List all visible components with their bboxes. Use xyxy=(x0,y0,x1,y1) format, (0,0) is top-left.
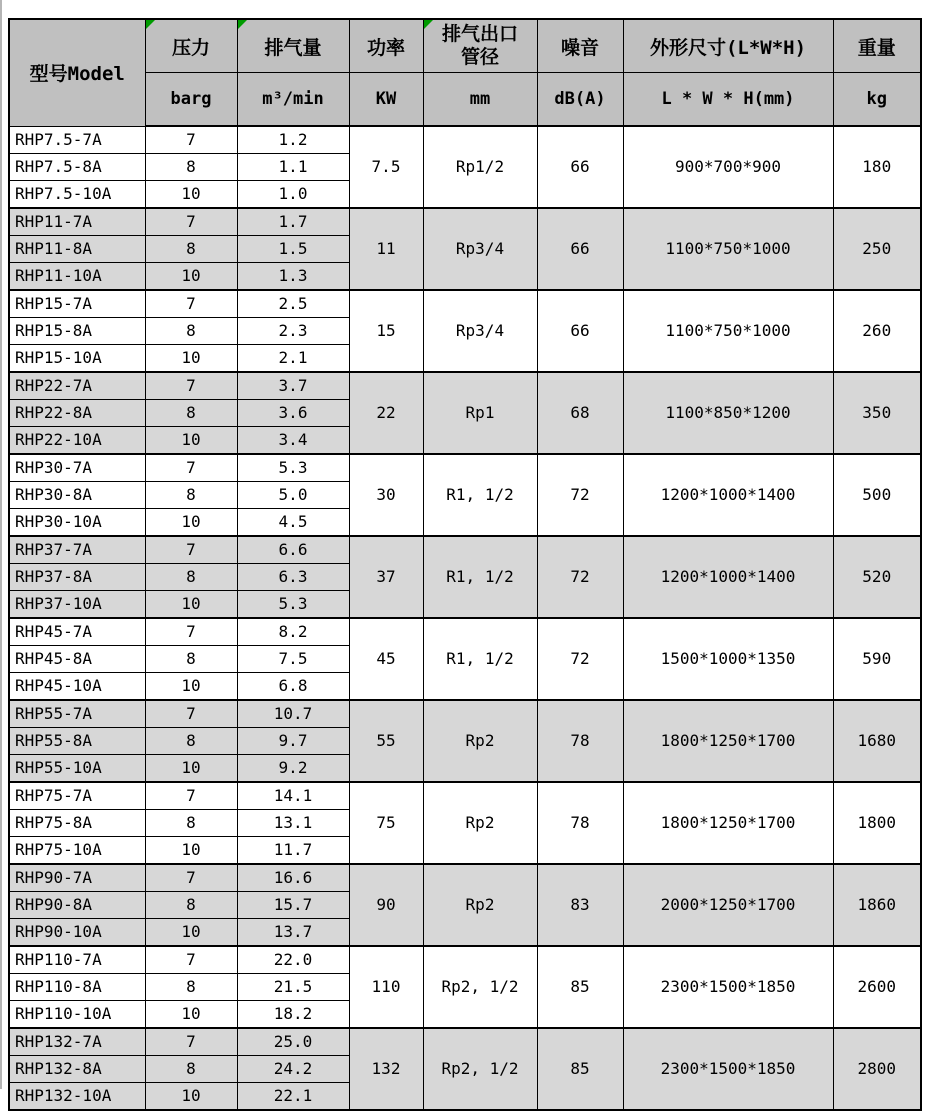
model-cell: RHP110-8A xyxy=(9,974,145,1001)
pressure-cell: 7 xyxy=(145,208,237,236)
unit-displacement: m³/min xyxy=(237,73,349,127)
model-cell: RHP90-10A xyxy=(9,919,145,947)
pipe-diameter-cell: Rp3/4 xyxy=(423,208,537,290)
noise-cell: 85 xyxy=(537,946,623,1028)
model-cell: RHP45-7A xyxy=(9,618,145,646)
outlet-label-line1: 排气出口 xyxy=(441,23,518,46)
noise-cell: 72 xyxy=(537,454,623,536)
pressure-cell: 8 xyxy=(145,810,237,837)
column-header-model: 型号Model xyxy=(9,19,145,126)
header-unit-row xyxy=(9,73,921,127)
model-cell: RHP30-7A xyxy=(9,454,145,482)
pressure-cell: 8 xyxy=(145,564,237,591)
model-cell: RHP30-10A xyxy=(9,509,145,537)
model-cell: RHP75-7A xyxy=(9,782,145,810)
model-cell: RHP11-10A xyxy=(9,263,145,291)
noise-cell: 78 xyxy=(537,700,623,782)
pipe-diameter-cell: Rp2 xyxy=(423,782,537,864)
noise-cell: 83 xyxy=(537,864,623,946)
pressure-cell: 7 xyxy=(145,536,237,564)
power-cell: 55 xyxy=(349,700,423,782)
model-cell: RHP15-10A xyxy=(9,345,145,373)
dimensions-cell: 2300*1500*1850 xyxy=(623,1028,833,1110)
column-header-displacement xyxy=(237,19,349,73)
model-cell: RHP11-7A xyxy=(9,208,145,236)
model-cell: RHP7.5-10A xyxy=(9,181,145,209)
flow-cell: 24.2 xyxy=(237,1056,349,1083)
pressure-cell: 10 xyxy=(145,509,237,537)
dimensions-cell: 1800*1250*1700 xyxy=(623,700,833,782)
pressure-cell: 10 xyxy=(145,837,237,865)
table-row xyxy=(9,208,921,236)
pipe-diameter-cell: Rp3/4 xyxy=(423,290,537,372)
flow-cell: 3.7 xyxy=(237,372,349,400)
green-corner-marker-icon xyxy=(146,20,155,29)
noise-cell: 78 xyxy=(537,782,623,864)
flow-cell: 14.1 xyxy=(237,782,349,810)
pipe-diameter-cell: R1, 1/2 xyxy=(423,536,537,618)
weight-cell: 2600 xyxy=(833,946,921,1028)
model-cell: RHP75-10A xyxy=(9,837,145,865)
model-cell: RHP11-8A xyxy=(9,236,145,263)
pressure-cell: 8 xyxy=(145,974,237,1001)
model-cell: RHP55-10A xyxy=(9,755,145,783)
column-header-outlet xyxy=(423,19,537,73)
pressure-cell: 10 xyxy=(145,1083,237,1111)
pressure-cell: 7 xyxy=(145,290,237,318)
column-header-noise xyxy=(537,19,623,73)
table-row xyxy=(9,782,921,810)
flow-cell: 15.7 xyxy=(237,892,349,919)
screen-left-edge xyxy=(0,0,2,1089)
model-cell: RHP90-7A xyxy=(9,864,145,892)
pipe-diameter-cell: Rp1 xyxy=(423,372,537,454)
model-cell: RHP110-10A xyxy=(9,1001,145,1029)
pressure-cell: 10 xyxy=(145,1001,237,1029)
column-header-pressure-label: 压力 xyxy=(171,36,210,59)
unit-noise: dB(A) xyxy=(537,73,623,127)
flow-cell: 9.2 xyxy=(237,755,349,783)
flow-cell: 6.6 xyxy=(237,536,349,564)
model-cell: RHP7.5-8A xyxy=(9,154,145,181)
flow-cell: 1.2 xyxy=(237,126,349,154)
flow-cell: 13.7 xyxy=(237,919,349,947)
outlet-label-line2: 管径 xyxy=(460,46,499,68)
pipe-diameter-cell: Rp1/2 xyxy=(423,126,537,208)
pressure-cell: 7 xyxy=(145,864,237,892)
dimensions-cell: 1200*1000*1400 xyxy=(623,454,833,536)
weight-cell: 590 xyxy=(833,618,921,700)
dimensions-cell: 1100*750*1000 xyxy=(623,290,833,372)
pressure-cell: 8 xyxy=(145,646,237,673)
pressure-cell: 7 xyxy=(145,126,237,154)
spec-table xyxy=(8,18,922,1111)
table-row xyxy=(9,290,921,318)
pipe-diameter-cell: Rp2, 1/2 xyxy=(423,946,537,1028)
column-header-noise-label: 噪音 xyxy=(560,36,599,59)
column-header-dimensions xyxy=(623,19,833,73)
column-header-weight xyxy=(833,19,921,73)
column-header-weight-label: 重量 xyxy=(857,36,896,59)
pressure-cell: 8 xyxy=(145,400,237,427)
pressure-cell: 10 xyxy=(145,427,237,455)
unit-power: KW xyxy=(349,73,423,127)
model-cell: RHP22-8A xyxy=(9,400,145,427)
flow-cell: 3.6 xyxy=(237,400,349,427)
flow-cell: 3.4 xyxy=(237,427,349,455)
power-cell: 15 xyxy=(349,290,423,372)
noise-cell: 66 xyxy=(537,126,623,208)
flow-cell: 7.5 xyxy=(237,646,349,673)
noise-cell: 68 xyxy=(537,372,623,454)
model-cell: RHP55-7A xyxy=(9,700,145,728)
flow-cell: 8.2 xyxy=(237,618,349,646)
pressure-cell: 10 xyxy=(145,263,237,291)
pipe-diameter-cell: Rp2 xyxy=(423,864,537,946)
model-cell: RHP22-10A xyxy=(9,427,145,455)
unit-pressure: barg xyxy=(145,73,237,127)
flow-cell: 5.0 xyxy=(237,482,349,509)
pressure-cell: 7 xyxy=(145,946,237,974)
table-row xyxy=(9,1028,921,1056)
weight-cell: 520 xyxy=(833,536,921,618)
dimensions-cell: 2000*1250*1700 xyxy=(623,864,833,946)
weight-cell: 250 xyxy=(833,208,921,290)
flow-cell: 2.5 xyxy=(237,290,349,318)
pressure-cell: 8 xyxy=(145,154,237,181)
column-header-pressure xyxy=(145,19,237,73)
column-header-power-label: 功率 xyxy=(366,36,405,59)
model-cell: RHP55-8A xyxy=(9,728,145,755)
flow-cell: 6.8 xyxy=(237,673,349,701)
header-title-row xyxy=(9,19,921,73)
model-cell: RHP45-8A xyxy=(9,646,145,673)
table-row xyxy=(9,126,921,154)
model-cell: RHP22-7A xyxy=(9,372,145,400)
model-cell: RHP37-7A xyxy=(9,536,145,564)
flow-cell: 13.1 xyxy=(237,810,349,837)
power-cell: 45 xyxy=(349,618,423,700)
flow-cell: 2.1 xyxy=(237,345,349,373)
pressure-cell: 7 xyxy=(145,1028,237,1056)
power-cell: 110 xyxy=(349,946,423,1028)
flow-cell: 1.3 xyxy=(237,263,349,291)
power-cell: 132 xyxy=(349,1028,423,1110)
table-row xyxy=(9,372,921,400)
green-corner-marker-icon xyxy=(238,20,247,29)
model-cell: RHP132-10A xyxy=(9,1083,145,1111)
weight-cell: 1800 xyxy=(833,782,921,864)
pipe-diameter-cell: Rp2 xyxy=(423,700,537,782)
pressure-cell: 8 xyxy=(145,236,237,263)
model-cell: RHP45-10A xyxy=(9,673,145,701)
table-row xyxy=(9,700,921,728)
model-cell: RHP90-8A xyxy=(9,892,145,919)
dimensions-cell: 2300*1500*1850 xyxy=(623,946,833,1028)
flow-cell: 6.3 xyxy=(237,564,349,591)
flow-cell: 1.0 xyxy=(237,181,349,209)
model-cell: RHP30-8A xyxy=(9,482,145,509)
weight-cell: 2800 xyxy=(833,1028,921,1110)
pipe-diameter-cell: Rp2, 1/2 xyxy=(423,1028,537,1110)
model-cell: RHP37-10A xyxy=(9,591,145,619)
power-cell: 11 xyxy=(349,208,423,290)
green-corner-marker-icon xyxy=(424,20,433,29)
flow-cell: 5.3 xyxy=(237,454,349,482)
power-cell: 90 xyxy=(349,864,423,946)
power-cell: 22 xyxy=(349,372,423,454)
unit-weight: kg xyxy=(833,73,921,127)
pressure-cell: 10 xyxy=(145,591,237,619)
flow-cell: 25.0 xyxy=(237,1028,349,1056)
unit-dimensions: L * W * H(mm) xyxy=(623,73,833,127)
pressure-cell: 10 xyxy=(145,919,237,947)
model-cell: RHP7.5-7A xyxy=(9,126,145,154)
pressure-cell: 8 xyxy=(145,1056,237,1083)
pressure-cell: 7 xyxy=(145,782,237,810)
pressure-cell: 8 xyxy=(145,318,237,345)
flow-cell: 10.7 xyxy=(237,700,349,728)
pressure-cell: 7 xyxy=(145,618,237,646)
pipe-diameter-cell: R1, 1/2 xyxy=(423,618,537,700)
flow-cell: 4.5 xyxy=(237,509,349,537)
dimensions-cell: 1200*1000*1400 xyxy=(623,536,833,618)
column-header-power xyxy=(349,19,423,73)
table-row xyxy=(9,946,921,974)
table-row xyxy=(9,536,921,564)
model-cell: RHP110-7A xyxy=(9,946,145,974)
model-cell: RHP132-7A xyxy=(9,1028,145,1056)
flow-cell: 21.5 xyxy=(237,974,349,1001)
noise-cell: 66 xyxy=(537,290,623,372)
weight-cell: 1860 xyxy=(833,864,921,946)
model-cell: RHP37-8A xyxy=(9,564,145,591)
model-cell: RHP15-8A xyxy=(9,318,145,345)
flow-cell: 1.5 xyxy=(237,236,349,263)
column-header-outlet-label xyxy=(424,23,537,69)
dimensions-cell: 1500*1000*1350 xyxy=(623,618,833,700)
pipe-diameter-cell: R1, 1/2 xyxy=(423,454,537,536)
noise-cell: 66 xyxy=(537,208,623,290)
table-row xyxy=(9,864,921,892)
flow-cell: 1.1 xyxy=(237,154,349,181)
weight-cell: 260 xyxy=(833,290,921,372)
power-cell: 7.5 xyxy=(349,126,423,208)
column-header-dimensions-label: 外形尺寸(L*W*H) xyxy=(649,36,807,59)
power-cell: 37 xyxy=(349,536,423,618)
flow-cell: 1.7 xyxy=(237,208,349,236)
flow-cell: 22.1 xyxy=(237,1083,349,1111)
power-cell: 75 xyxy=(349,782,423,864)
model-cell: RHP75-8A xyxy=(9,810,145,837)
noise-cell: 72 xyxy=(537,536,623,618)
pressure-cell: 7 xyxy=(145,372,237,400)
dimensions-cell: 1100*850*1200 xyxy=(623,372,833,454)
pressure-cell: 10 xyxy=(145,673,237,701)
dimensions-cell: 1800*1250*1700 xyxy=(623,782,833,864)
weight-cell: 1680 xyxy=(833,700,921,782)
pressure-cell: 7 xyxy=(145,700,237,728)
pressure-cell: 7 xyxy=(145,454,237,482)
flow-cell: 9.7 xyxy=(237,728,349,755)
flow-cell: 22.0 xyxy=(237,946,349,974)
noise-cell: 72 xyxy=(537,618,623,700)
pressure-cell: 8 xyxy=(145,728,237,755)
dimensions-cell: 1100*750*1000 xyxy=(623,208,833,290)
pressure-cell: 10 xyxy=(145,181,237,209)
unit-outlet: mm xyxy=(423,73,537,127)
flow-cell: 11.7 xyxy=(237,837,349,865)
power-cell: 30 xyxy=(349,454,423,536)
flow-cell: 2.3 xyxy=(237,318,349,345)
table-row xyxy=(9,454,921,482)
weight-cell: 500 xyxy=(833,454,921,536)
flow-cell: 18.2 xyxy=(237,1001,349,1029)
noise-cell: 85 xyxy=(537,1028,623,1110)
weight-cell: 180 xyxy=(833,126,921,208)
pressure-cell: 8 xyxy=(145,482,237,509)
spec-table-body xyxy=(9,126,921,1110)
weight-cell: 350 xyxy=(833,372,921,454)
spec-table-header xyxy=(9,19,921,126)
table-row xyxy=(9,618,921,646)
pressure-cell: 10 xyxy=(145,755,237,783)
flow-cell: 5.3 xyxy=(237,591,349,619)
model-cell: RHP15-7A xyxy=(9,290,145,318)
pressure-cell: 10 xyxy=(145,345,237,373)
column-header-displacement-label: 排气量 xyxy=(264,36,322,59)
pressure-cell: 8 xyxy=(145,892,237,919)
dimensions-cell: 900*700*900 xyxy=(623,126,833,208)
model-cell: RHP132-8A xyxy=(9,1056,145,1083)
flow-cell: 16.6 xyxy=(237,864,349,892)
